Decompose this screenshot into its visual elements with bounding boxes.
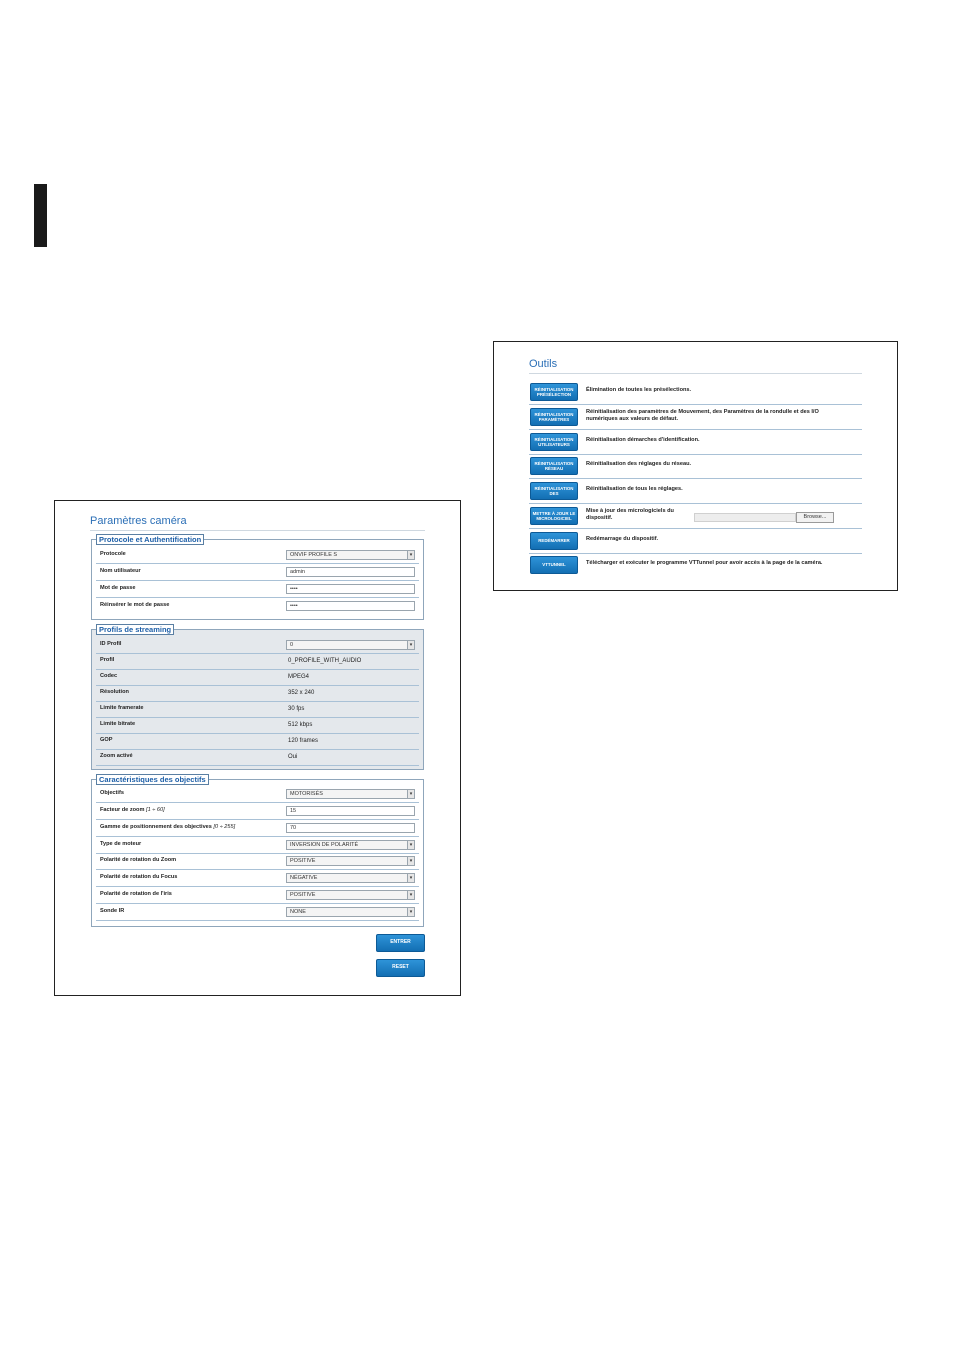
chevron-down-icon: ▾	[407, 857, 414, 865]
tool-description: Élimination de toutes les présélections.	[586, 387, 692, 393]
reset-presets-button[interactable]: RÉINITIALISATION PRÉSÉLECTION	[530, 383, 578, 401]
browse-button[interactable]: Browse...	[796, 512, 834, 523]
zoom-polarity-select[interactable]	[286, 856, 415, 866]
tool-row	[529, 405, 862, 430]
gop-label: GOP	[100, 737, 113, 743]
tool-row	[529, 504, 862, 529]
enter-button[interactable]: ENTRER	[376, 934, 425, 952]
zoom-factor-input[interactable]: 15	[286, 806, 415, 816]
profile-id-select[interactable]	[286, 640, 415, 650]
tool-description: Mise à jour des micrologiciels du dispositif.	[586, 508, 674, 521]
focus-polarity-row	[96, 871, 419, 887]
tools-title: Outils	[529, 358, 558, 370]
profile-id-label: ID Profil	[100, 641, 122, 647]
reset-parameters-button[interactable]: RÉINITIALISATION PARAMÈTRES	[530, 408, 578, 426]
chevron-down-icon: ▾	[407, 891, 414, 899]
password-confirm-row	[96, 599, 419, 615]
tool-description: Télécharger et exécuter le programme VTTunnel pour avoir accès à la page de la caméra.	[586, 560, 823, 566]
password-label: Mot de passe	[100, 585, 136, 591]
chevron-down-icon: ▾	[407, 790, 414, 798]
framerate-label: Limite framerate	[100, 705, 144, 711]
focus-polarity-label: Polarité de rotation du Focus	[100, 874, 178, 880]
protocol-label: Protocole	[100, 551, 126, 557]
tool-row	[529, 454, 862, 479]
page-title: Paramètres caméra	[90, 515, 187, 527]
tool-description: Réinitialisation des paramètres de Mouvement, des Paramètres de la rondulle et des I/O numériques aux valeurs de défaut.	[586, 409, 819, 422]
reset-network-button[interactable]: RÉINITIALISATION RÉSEAU	[530, 457, 578, 475]
zoom-enabled-row	[96, 750, 419, 766]
reset-button[interactable]: RESET	[376, 959, 425, 977]
zoom-factor-range: [1 ÷ 60]	[146, 807, 165, 813]
gop-value: 120 frames	[288, 738, 319, 744]
objectives-label: Objectifs	[100, 790, 124, 796]
framerate-row	[96, 702, 419, 718]
resolution-label: Résolution	[100, 689, 129, 695]
protocol-select-value: ONVIF PROFILE S	[290, 552, 338, 558]
iris-polarity-label: Polarité de rotation de l'iris	[100, 891, 172, 897]
bitrate-row	[96, 718, 419, 734]
lens-characteristics-section	[91, 775, 424, 927]
framerate-value: 30 fps	[288, 706, 305, 712]
codec-value: MPEG4	[288, 674, 310, 680]
positioning-label	[100, 824, 235, 830]
focus-polarity-select-value: NÉGATIVE	[290, 875, 318, 881]
iris-polarity-row	[96, 888, 419, 904]
profile-label: Profil	[100, 657, 115, 663]
ir-probe-select-value: NONE	[290, 909, 306, 915]
restart-button[interactable]: REDÉMARRER	[530, 532, 578, 550]
objectives-select[interactable]	[286, 789, 415, 799]
chevron-down-icon: ▾	[407, 908, 414, 916]
chapter-tab-marker	[34, 184, 47, 247]
chevron-down-icon: ▾	[407, 874, 414, 882]
positioning-label-text: Gamme de positionnement des objectives	[100, 824, 212, 830]
vttunnel-button[interactable]: VTTUNNEL	[530, 556, 578, 574]
motor-type-label: Type de moteur	[100, 841, 142, 847]
tool-row	[529, 553, 862, 578]
reset-all-button[interactable]: RÉINITIALISATION DES	[530, 482, 578, 500]
password-input[interactable]: ••••	[286, 584, 415, 594]
section-legend: Caractéristiques des objectifs	[96, 774, 209, 785]
positioning-range: [0 ÷ 255]	[213, 824, 236, 830]
motor-type-select[interactable]	[286, 840, 415, 850]
zoom-enabled-label: Zoom activé	[100, 753, 133, 759]
tool-description: Réinitialisation des réglages du réseau.	[586, 461, 692, 467]
objectives-select-value: MOTORISÉS	[290, 791, 323, 797]
section-legend: Profils de streaming	[96, 624, 174, 635]
tool-row	[529, 529, 862, 554]
codec-label: Codec	[100, 673, 118, 679]
positioning-input[interactable]: 70	[286, 823, 415, 833]
zoom-factor-row	[96, 804, 419, 820]
zoom-factor-label-text: Facteur de zoom	[100, 807, 145, 813]
tool-row	[529, 430, 862, 455]
zoom-factor-label	[100, 807, 165, 813]
ir-probe-row	[96, 905, 419, 921]
firmware-update-button[interactable]: METTRE À JOUR LE MICROLOGICIEL	[530, 507, 578, 525]
password-confirm-label: Réinsérer le mot de passe	[100, 602, 170, 608]
protocol-select[interactable]	[286, 550, 415, 560]
username-input[interactable]: admin	[286, 567, 415, 577]
chevron-down-icon: ▾	[407, 641, 414, 649]
firmware-file-input[interactable]	[694, 513, 796, 522]
streaming-profiles-section	[91, 625, 424, 770]
reset-users-button[interactable]: RÉINITIALISATION UTILISATEURS	[530, 433, 578, 451]
username-label: Nom utilisateur	[100, 568, 141, 574]
title-divider	[90, 530, 425, 531]
tool-row	[529, 380, 862, 405]
gop-row	[96, 734, 419, 750]
title-divider	[529, 373, 862, 374]
password-row	[96, 582, 419, 598]
username-row	[96, 565, 419, 581]
profile-id-row	[96, 638, 419, 654]
resolution-row	[96, 686, 419, 702]
protocol-row	[96, 548, 419, 564]
bitrate-label: Limite bitrate	[100, 721, 136, 727]
protocol-auth-section	[91, 535, 424, 620]
motor-type-row	[96, 838, 419, 854]
tool-description: Réinitialisation démarches d'identification.	[586, 437, 700, 443]
bitrate-value: 512 kbps	[288, 722, 313, 728]
profile-row	[96, 654, 419, 670]
tool-row	[529, 479, 862, 504]
focus-polarity-select[interactable]	[286, 873, 415, 883]
profile-id-select-value: 0	[290, 642, 294, 648]
objectives-row	[96, 787, 419, 803]
profile-value: 0_PROFILE_WITH_AUDIO	[288, 658, 362, 664]
ir-probe-label: Sonde IR	[100, 908, 125, 914]
camera-settings-panel	[54, 500, 461, 996]
zoom-polarity-select-value: POSITIVE	[290, 858, 316, 864]
motor-type-select-value: INVERSION DE POLARITÉ	[290, 842, 359, 848]
positioning-row	[96, 821, 419, 837]
iris-polarity-select[interactable]	[286, 890, 415, 900]
tools-panel	[493, 341, 898, 591]
codec-row	[96, 670, 419, 686]
ir-probe-select[interactable]	[286, 907, 415, 917]
resolution-value: 352 x 240	[288, 690, 315, 696]
chevron-down-icon: ▾	[407, 551, 414, 559]
iris-polarity-select-value: POSITIVE	[290, 892, 316, 898]
tool-description: Réinitialisation de tous les réglages.	[586, 486, 683, 492]
zoom-enabled-value: Oui	[288, 754, 298, 760]
zoom-polarity-label: Polarité de rotation du Zoom	[100, 857, 177, 863]
password-confirm-input[interactable]: ••••	[286, 601, 415, 611]
tool-description: Redémarrage du dispositif.	[586, 536, 659, 542]
section-legend: Protocole et Authentification	[96, 534, 204, 545]
zoom-polarity-row	[96, 854, 419, 870]
chevron-down-icon: ▾	[407, 841, 414, 849]
